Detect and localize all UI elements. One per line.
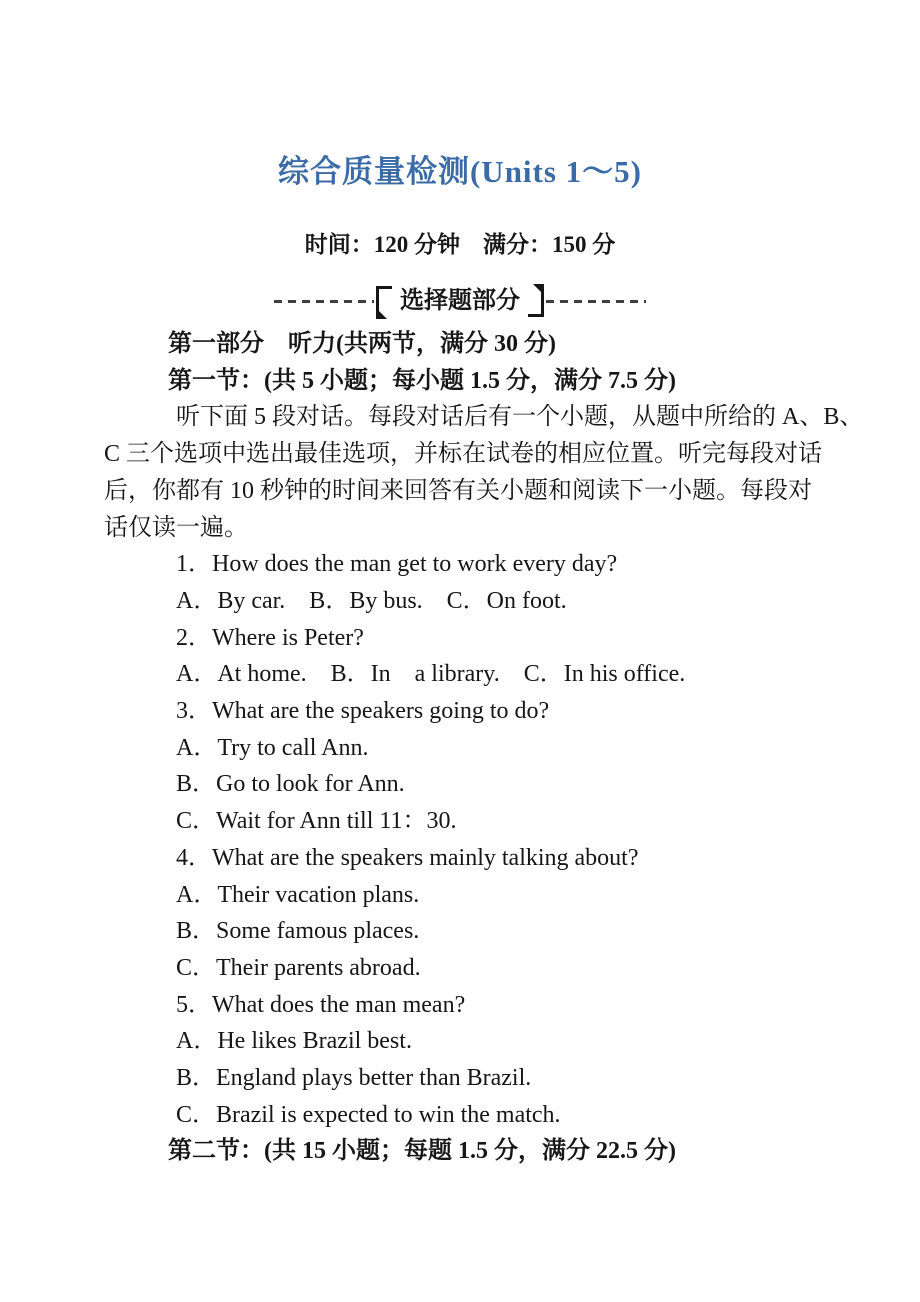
dash-line-left	[274, 300, 374, 303]
section2-heading: 第二节：(共 15 小题；每题 1.5 分，满分 22.5 分)	[168, 1138, 676, 1165]
question-3-option-a: A．Try to call Ann.	[176, 734, 369, 761]
question-2-options: A．At home. B．In a library. C．In his office.	[176, 661, 686, 688]
instructions-line: C 三个选项中选出最佳选项，并标在试卷的相应位置。听完每段对话	[104, 441, 823, 468]
question-4-option-a: A．Their vacation plans.	[176, 881, 420, 908]
question-5-prompt: 5．What does the man mean?	[176, 991, 466, 1018]
question-3-option-b: B．Go to look for Ann.	[176, 771, 405, 798]
question-3-option-c: C．Wait for Ann till 11：30.	[176, 808, 457, 835]
question-5-option-c: C．Brazil is expected to win the match.	[176, 1101, 561, 1128]
question-5-option-a: A．He likes Brazil best.	[176, 1028, 412, 1055]
exam-meta-line: 时间：120 分钟 满分：150 分	[304, 232, 616, 257]
question-4-prompt: 4．What are the speakers mainly talking about?	[176, 844, 639, 871]
dash-line-right	[546, 300, 646, 303]
section-banner	[0, 283, 920, 319]
page-title: 综合质量检测(Units 1～5)	[277, 154, 643, 189]
question-3-prompt: 3．What are the speakers going to do?	[176, 698, 550, 725]
corner-bracket-right-icon	[528, 286, 544, 317]
instructions-line: 听下面 5 段对话。每段对话后有一个小题，从题中所给的 A、B、	[176, 404, 864, 431]
question-4-option-b: B．Some famous places.	[176, 918, 420, 945]
question-2-prompt: 2．Where is Peter?	[176, 624, 364, 651]
section1-heading: 第一节：(共 5 小题；每小题 1.5 分，满分 7.5 分)	[168, 367, 676, 394]
exam-body	[0, 326, 920, 1170]
question-5-option-b: B．England plays better than Brazil.	[176, 1065, 532, 1092]
part1-heading: 第一部分 听力(共两节，满分 30 分)	[168, 331, 556, 357]
question-1-prompt: 1．How does the man get to work every day?	[176, 551, 618, 578]
instructions-line: 后，你都有 10 秒钟的时间来回答有关小题和阅读下一小题。每段对	[104, 477, 812, 504]
corner-bracket-left-icon	[376, 286, 392, 317]
question-1-options: A．By car. B．By bus. C．On foot.	[176, 587, 567, 614]
banner-label: 选择题部分	[400, 288, 520, 314]
instructions-line: 话仅读一遍。	[104, 514, 248, 541]
question-4-option-c: C．Their parents abroad.	[176, 954, 421, 981]
